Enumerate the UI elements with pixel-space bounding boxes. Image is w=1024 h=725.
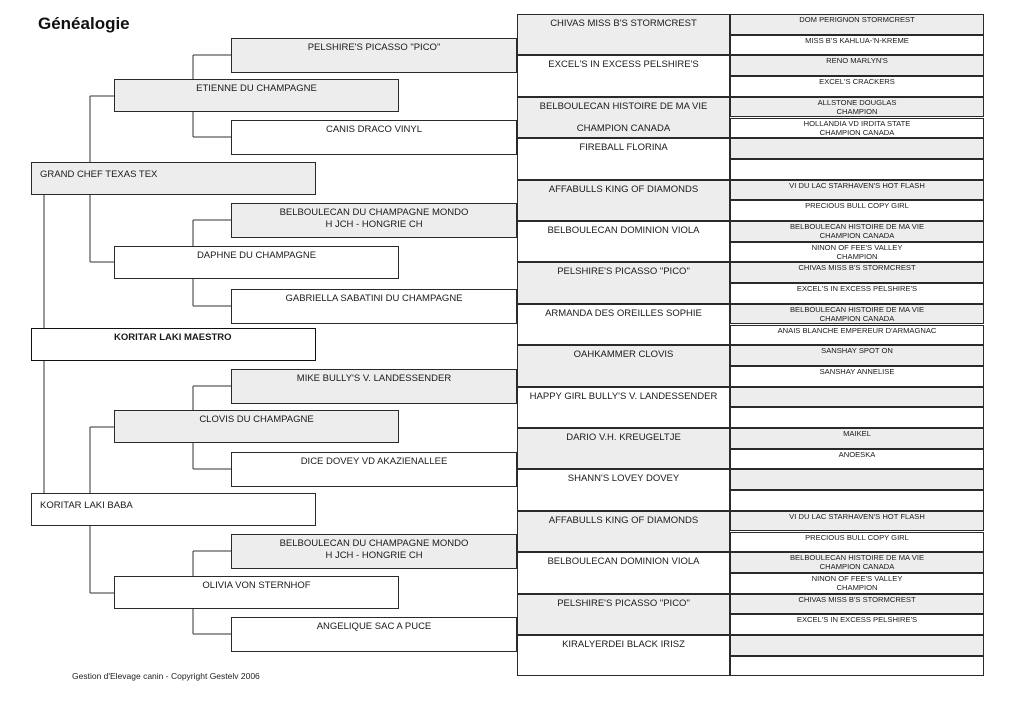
great-grandparent-box[interactable] xyxy=(231,203,517,238)
ancestor-name: OAHKAMMER CLOVIS xyxy=(573,349,674,361)
ancestor-name: CHIVAS MISS B'S STORMCREST xyxy=(550,18,697,29)
ancestor-name: NINON OF FEE'S VALLEY xyxy=(811,573,903,583)
ancestor-name: CANIS DRACO VINYL xyxy=(325,124,423,135)
ancestor-name: BELBOULECAN DOMINION VIOLA xyxy=(547,556,700,568)
ancestor-name: SANSHAY SPOT ON xyxy=(821,346,893,356)
ancestor-title: H JCH - HONGRIE CH xyxy=(325,219,423,230)
ancestor-name: ETIENNE DU CHAMPAGNE xyxy=(196,83,317,94)
gen4-ancestor-box[interactable] xyxy=(517,97,730,138)
ancestor-name: PELSHIRE'S PICASSO "PICO" xyxy=(557,266,690,278)
ancestor-name: EXCEL'S IN EXCESS PELSHIRE'S xyxy=(548,59,699,71)
ancestor-name: NINON OF FEE'S VALLEY xyxy=(811,242,903,252)
ancestor-name: ARMANDA DES OREILLES SOPHIE xyxy=(545,307,702,319)
ancestor-name: MAIKEL xyxy=(843,429,871,438)
ancestor-name: HOLLANDIA VD IRDITA STATE xyxy=(803,118,911,128)
ancestor-name: ALLSTONE DOUGLAS xyxy=(817,97,897,107)
ancestor-name: VI DU LAC STARHAVEN'S HOT FLASH xyxy=(789,511,925,521)
gen5-ancestor-box[interactable] xyxy=(730,304,984,325)
ancestor-name: ANGELIQUE SAC A PUCE xyxy=(316,621,432,632)
ancestor-name: EXCEL'S IN EXCESS PELSHIRE'S xyxy=(796,615,918,625)
gen5-ancestor-box[interactable] xyxy=(730,262,984,283)
gen5-ancestor-box[interactable] xyxy=(730,200,984,221)
ancestor-name: ANOESKA xyxy=(838,449,876,459)
ancestor-name: AFFABULLS KING OF DIAMONDS xyxy=(548,183,699,195)
ancestor-name: CHIVAS MISS B'S STORMCREST xyxy=(798,263,916,273)
ancestor-name: MISS B'S KAHLUA-'N-KREME xyxy=(805,35,909,45)
ancestor-name: BELBOULECAN HISTOIRE DE MA VIE xyxy=(789,304,925,314)
ancestor-name: OLIVIA VON STERNHOF xyxy=(202,580,311,591)
gen5-ancestor-box[interactable] xyxy=(730,159,984,180)
ancestor-name: BELBOULECAN HISTOIRE DE MA VIE xyxy=(789,222,925,231)
ancestor-name: DICE DOVEY VD AKAZIENALLEE xyxy=(300,456,448,467)
great-grandparent-box[interactable] xyxy=(231,120,517,155)
gen4-ancestor-box[interactable] xyxy=(517,552,730,593)
gen5-ancestor-box[interactable] xyxy=(730,614,984,635)
ancestor-name: CHIVAS MISS B'S STORMCREST xyxy=(798,594,916,604)
ancestor-name: ANAIS BLANCHE EMPEREUR D'ARMAGNAC xyxy=(777,325,937,335)
ancestor-title: CHAMPION CANADA xyxy=(819,313,895,323)
subject-box[interactable] xyxy=(31,328,316,361)
gen5-ancestor-box[interactable] xyxy=(730,552,984,573)
gen5-ancestor-box[interactable] xyxy=(730,14,984,35)
ancestor-title: CHAMPION CANADA xyxy=(819,231,895,240)
gen5-ancestor-box[interactable] xyxy=(730,325,984,346)
ancestor-name: KIRALYERDEI BLACK IRISZ xyxy=(562,639,685,650)
ancestor-title: CHAMPION CANADA xyxy=(819,127,895,137)
ancestor-name: GABRIELLA SABATINI DU CHAMPAGNE xyxy=(285,293,463,304)
gen5-ancestor-box[interactable] xyxy=(730,594,984,615)
gen5-ancestor-box[interactable] xyxy=(730,407,984,428)
gen4-ancestor-box[interactable] xyxy=(517,221,730,262)
gen5-ancestor-box[interactable] xyxy=(730,138,984,159)
gen4-ancestor-box[interactable] xyxy=(517,469,730,510)
gen5-ancestor-box[interactable] xyxy=(730,76,984,97)
gen5-ancestor-box[interactable] xyxy=(730,635,984,656)
grandparent-box[interactable] xyxy=(114,246,399,279)
gen5-ancestor-box[interactable] xyxy=(730,97,984,118)
gen5-ancestor-box[interactable] xyxy=(730,242,984,263)
ancestor-title: CHAMPION xyxy=(836,106,878,116)
ancestor-name: SANSHAY ANNELISE xyxy=(819,366,895,376)
ancestor-name: PRECIOUS BULL COPY GIRL xyxy=(805,201,909,211)
ancestor-name: MIKE BULLY'S V. LANDESSENDER xyxy=(296,373,452,384)
page-title: Généalogie xyxy=(38,14,130,33)
ancestor-title: CHAMPION CANADA xyxy=(576,122,671,134)
ancestor-name: PELSHIRE'S PICASSO "PICO" xyxy=(307,42,441,53)
gen5-ancestor-box[interactable] xyxy=(730,469,984,490)
great-grandparent-box[interactable] xyxy=(231,452,517,487)
ancestor-name: RENO MARLYN'S xyxy=(826,56,888,66)
ancestor-name: PRECIOUS BULL COPY GIRL xyxy=(805,532,909,542)
gen4-ancestor-box[interactable] xyxy=(517,138,730,179)
gen4-ancestor-box[interactable] xyxy=(517,304,730,345)
ancestor-name: FIREBALL FLORINA xyxy=(579,142,668,154)
ancestor-title: H JCH - HONGRIE CH xyxy=(325,550,423,561)
ancestor-name: DOM PERIGNON STORMCREST xyxy=(799,15,915,24)
grandparent-box[interactable] xyxy=(114,576,399,609)
ancestor-name: BELBOULECAN HISTOIRE DE MA VIE xyxy=(539,100,708,112)
ancestor-title: CHAMPION xyxy=(836,251,878,261)
ancestor-name: CLOVIS DU CHAMPAGNE xyxy=(199,414,314,425)
ancestor-name: HAPPY GIRL BULLY'S V. LANDESSENDER xyxy=(529,390,718,402)
gen4-ancestor-box[interactable] xyxy=(517,594,730,635)
gen5-ancestor-box[interactable] xyxy=(730,573,984,594)
gen5-ancestor-box[interactable] xyxy=(730,35,984,56)
ancestor-title: CHAMPION xyxy=(836,582,878,592)
gen4-ancestor-box[interactable] xyxy=(517,635,730,676)
gen4-ancestor-box[interactable] xyxy=(517,262,730,303)
ancestor-name: KORITAR LAKI MAESTRO xyxy=(114,332,232,343)
great-grandparent-box[interactable] xyxy=(231,369,517,404)
ancestor-name: BELBOULECAN DU CHAMPAGNE MONDO xyxy=(279,207,469,218)
gen5-ancestor-box[interactable] xyxy=(730,428,984,449)
ancestor-name: BELBOULECAN DOMINION VIOLA xyxy=(547,225,700,236)
gen5-ancestor-box[interactable] xyxy=(730,180,984,201)
gen5-ancestor-box[interactable] xyxy=(730,118,984,139)
gen5-ancestor-box[interactable] xyxy=(730,656,984,677)
ancestor-name: AFFABULLS KING OF DIAMONDS xyxy=(548,514,699,526)
gen5-ancestor-box[interactable] xyxy=(730,387,984,408)
ancestor-name: VI DU LAC STARHAVEN'S HOT FLASH xyxy=(789,180,925,190)
great-grandparent-box[interactable] xyxy=(231,38,517,73)
ancestor-name: KORITAR LAKI BABA xyxy=(40,500,133,511)
gen4-ancestor-box[interactable] xyxy=(517,14,730,55)
gen5-ancestor-box[interactable] xyxy=(730,490,984,511)
ancestor-name: BELBOULECAN HISTOIRE DE MA VIE xyxy=(789,553,925,563)
ancestor-name: BELBOULECAN DU CHAMPAGNE MONDO xyxy=(279,538,469,549)
gen5-ancestor-box[interactable] xyxy=(730,511,984,532)
gen5-ancestor-box[interactable] xyxy=(730,366,984,387)
gen4-ancestor-box[interactable] xyxy=(517,55,730,96)
parent-box[interactable] xyxy=(31,162,316,195)
gen5-ancestor-box[interactable] xyxy=(730,449,984,470)
gen4-ancestor-box[interactable] xyxy=(517,387,730,428)
ancestor-title: CHAMPION CANADA xyxy=(819,562,895,572)
ancestor-name: SHANN'S LOVEY DOVEY xyxy=(567,473,680,485)
gen5-ancestor-box[interactable] xyxy=(730,283,984,304)
ancestor-name: DARIO V.H. KREUGELTJE xyxy=(566,432,681,443)
gen5-ancestor-box[interactable] xyxy=(730,345,984,366)
gen4-ancestor-box[interactable] xyxy=(517,180,730,221)
gen5-ancestor-box[interactable] xyxy=(730,532,984,553)
great-grandparent-box[interactable] xyxy=(231,289,517,324)
gen5-ancestor-box[interactable] xyxy=(730,221,984,242)
parent-box[interactable] xyxy=(31,493,316,526)
gen4-ancestor-box[interactable] xyxy=(517,345,730,386)
ancestor-name: EXCEL'S IN EXCESS PELSHIRE'S xyxy=(796,284,918,294)
copyright-footer: Gestion d'Elevage canin - Copyright Gestelv 2006 xyxy=(72,671,260,681)
grandparent-box[interactable] xyxy=(114,410,399,443)
great-grandparent-box[interactable] xyxy=(231,617,517,652)
grandparent-box[interactable] xyxy=(114,79,399,112)
ancestor-name: PELSHIRE'S PICASSO "PICO" xyxy=(557,597,690,609)
ancestor-name: DAPHNE DU CHAMPAGNE xyxy=(196,250,317,261)
gen5-ancestor-box[interactable] xyxy=(730,55,984,76)
great-grandparent-box[interactable] xyxy=(231,534,517,569)
ancestor-name: GRAND CHEF TEXAS TEX xyxy=(40,169,158,180)
ancestor-name: EXCEL'S CRACKERS xyxy=(819,77,895,87)
gen4-ancestor-box[interactable] xyxy=(517,511,730,552)
gen4-ancestor-box[interactable] xyxy=(517,428,730,469)
